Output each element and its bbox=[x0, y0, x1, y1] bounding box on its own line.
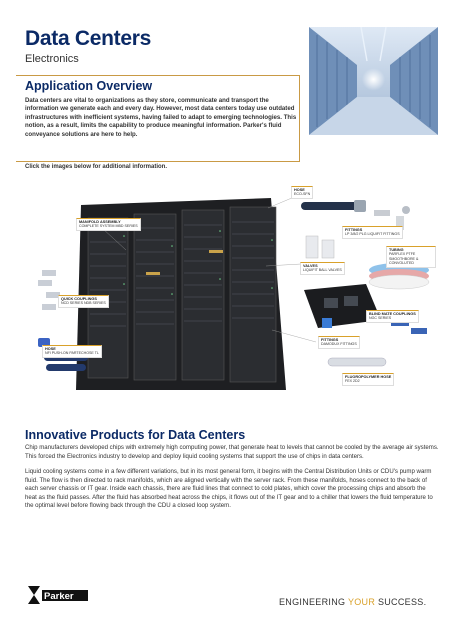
overview-text: Data centers are vital to organizations as they store, communicate and transport the information we generate each and every day. However, most data centers today use outdated infrastructures with inefficient systems, having failed to adapt to emerging technologies. This notion, as a result, limits the capability to produce meaningful information. Parker's fluid conveyance solutions are here to help. bbox=[25, 97, 297, 138]
innovative-text bbox=[25, 444, 439, 518]
callout-hose-push-on[interactable]: HOSE NFI PUSH-ON PARTECHOSE TL bbox=[42, 345, 102, 358]
product-diagram bbox=[36, 180, 436, 395]
server-racks-illustration bbox=[36, 180, 436, 395]
fluoropolymer-hose-photo[interactable] bbox=[328, 358, 386, 366]
parker-logo bbox=[26, 582, 90, 608]
innovative-title: Innovative Products for Data Centers bbox=[25, 428, 246, 442]
callout-fittings-damodux[interactable]: FITTINGS DAMODUX FITTINGS bbox=[318, 336, 360, 349]
overview-title: Application Overview bbox=[25, 79, 153, 93]
click-instruction: Click the images below for additional information. bbox=[25, 164, 168, 170]
callout-hose[interactable]: HOSE ECO-SFN bbox=[291, 186, 313, 199]
callout-blind-mate-couplings[interactable]: BLIND MATE COUPLINGS NGC SERIES bbox=[366, 310, 419, 323]
callout-valves[interactable]: VALVES LIQUIFIT BALL VALVES bbox=[300, 262, 345, 275]
quick-couplings-photo[interactable] bbox=[38, 270, 60, 310]
callout-fittings[interactable]: FITTINGS LP 3/8/2 PLG LIQUIFIT FITTINGS bbox=[342, 226, 403, 239]
hose-photo[interactable] bbox=[301, 200, 366, 212]
tagline: ENGINEERING YOUR SUCCESS. bbox=[279, 597, 427, 607]
logo-text: Parker bbox=[44, 591, 74, 602]
innovative-paragraph-1: Chip manufacturers developed chips with extremely high computing power, that generate heat to levels that cannot be cooled by the average air systems. This forced the Electronics industry to develop and deploy liquid cooling systems that support the use of chips in data centers. bbox=[25, 444, 439, 460]
hero-image bbox=[309, 27, 438, 135]
callout-quick-couplings[interactable]: QUICK COUPLINGS NCD SERIES NDB SERIES bbox=[58, 295, 109, 308]
fittings-blue-photo[interactable] bbox=[322, 318, 332, 328]
page-title: Data Centers bbox=[25, 27, 151, 50]
callout-fluoropolymer-hose[interactable]: FLUOROPOLYMER HOSE FEX 2D2 bbox=[342, 373, 394, 386]
innovative-paragraph-2: Liquid cooling systems come in a few different variations, but in its most general form, it begins with the Central Distribution Units or CDU's pump warm fluid. The flow is then directed to rack manifolds, which are aligned vertically with the server rack. From these manifolds, hoses connect to the back of each server chassis or IT gear. Inside each chassis, there are fluid lines that connect to cold plates, which cover the processing chips and absorb the heat as the fluid passes. After the fluid has absorbed heat across the chips, it flows out of the IT gear and to a chiller that lowers the fluid temperature to the optimal level before flowing back through the CDU a closed loop system. bbox=[25, 468, 433, 509]
callout-tubing[interactable]: TUBING PARFLEX PTFE SMOOTHBORE & CONVOLUTED bbox=[386, 246, 436, 268]
callout-manifold-assembly[interactable]: MANIFOLD ASSEMBLY COMPLETE SYSTEM MBD SERIES bbox=[76, 218, 141, 231]
page-subtitle: Electronics bbox=[25, 53, 79, 65]
valves-photo[interactable] bbox=[306, 236, 334, 258]
